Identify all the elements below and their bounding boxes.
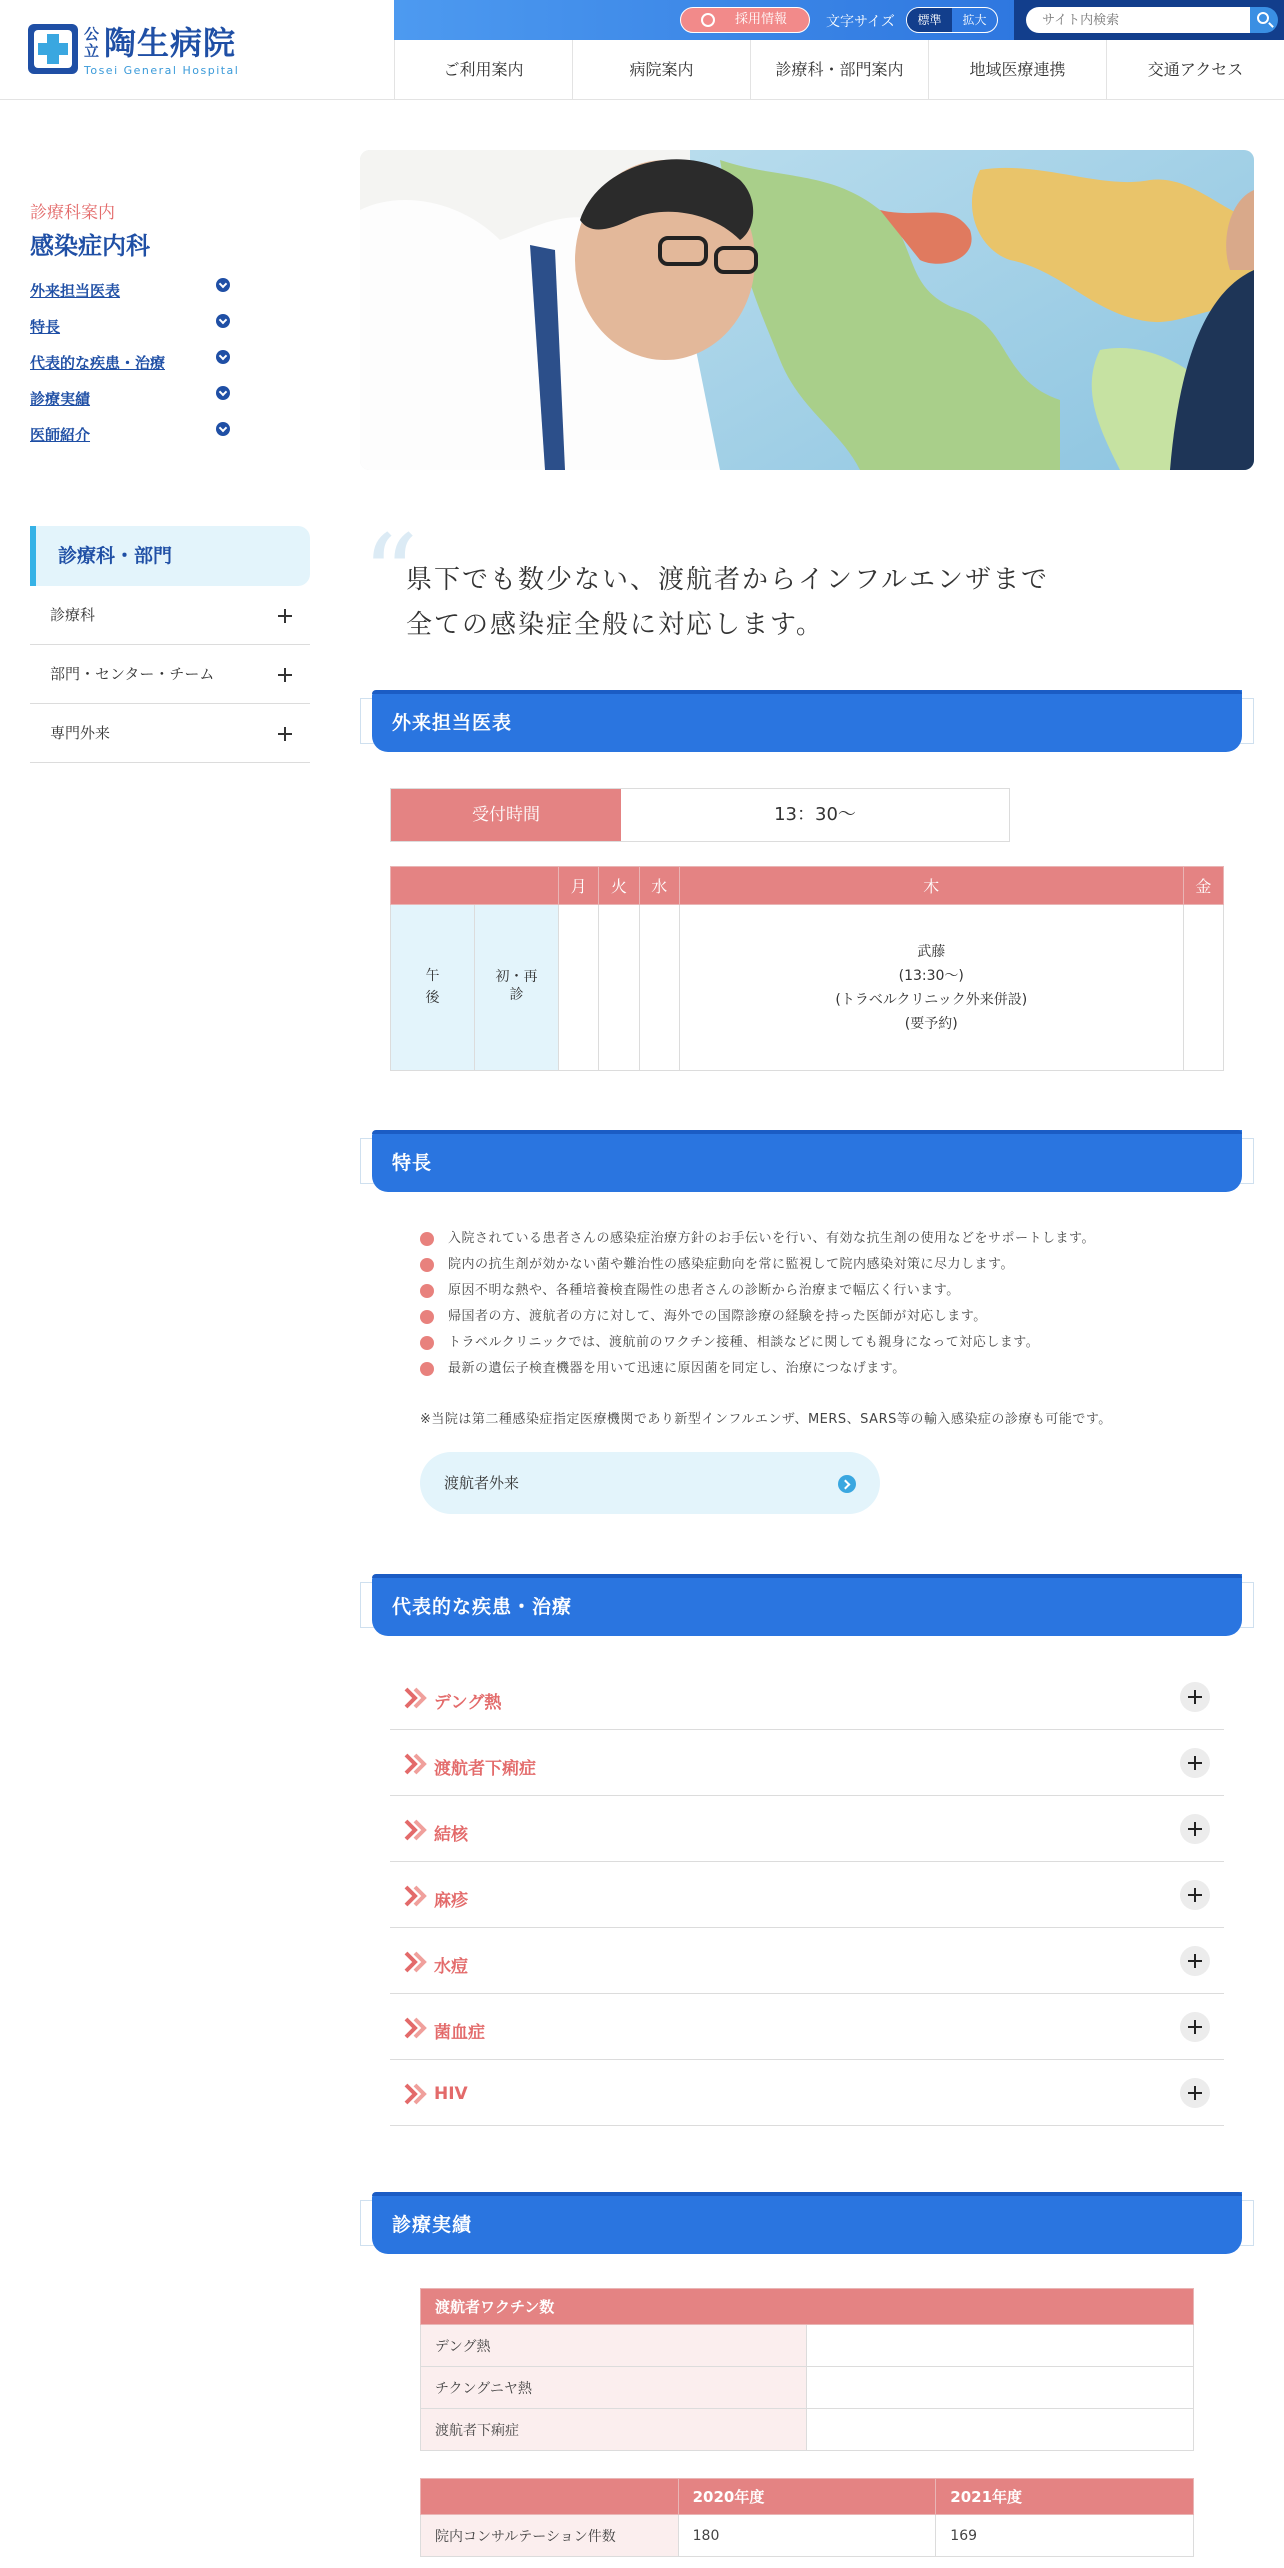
side-nav-label: 部門・センター・チーム xyxy=(50,665,215,683)
section-heading-schedule xyxy=(360,690,1254,740)
period-label: 午後 xyxy=(425,968,440,1006)
nav-departments[interactable]: 診療科・部門案内 xyxy=(750,40,928,100)
reception-hours xyxy=(390,788,1010,842)
hero-photo-illustration xyxy=(360,150,1254,470)
bullet-dot-icon xyxy=(420,1362,434,1376)
schedule-cell xyxy=(559,905,599,1071)
site-header xyxy=(0,0,1284,100)
lead-text xyxy=(406,558,1049,648)
chevron-down-icon xyxy=(216,314,230,328)
feature-note: ※当院は第二種感染症指定医療機関であり新型インフルエンザ、MERS、SARS等の輸入感染症の診療も可能です。 xyxy=(420,1412,1112,1427)
table-row xyxy=(421,2515,1194,2557)
row-value xyxy=(807,2367,1194,2409)
font-size-label: 文字サイズ xyxy=(826,14,895,30)
table-header-row xyxy=(421,2479,1194,2515)
plus-icon[interactable] xyxy=(1180,1946,1210,1976)
hero-image xyxy=(360,150,1254,470)
feature-item xyxy=(420,1304,1220,1330)
page-title: 感染症内科 xyxy=(30,232,150,260)
column-header: 2021年度 xyxy=(936,2479,1194,2515)
column-header xyxy=(421,2479,679,2515)
day-header: 金 xyxy=(1183,867,1223,905)
logo-name: 陶生病院 xyxy=(104,24,237,62)
bullet-dot-icon xyxy=(420,1258,434,1272)
search-input[interactable] xyxy=(1026,7,1250,33)
anchor-item[interactable] xyxy=(30,312,230,348)
double-chevron-icon xyxy=(404,2017,428,2039)
hospital-logo[interactable] xyxy=(28,22,268,78)
chevron-down-icon xyxy=(216,386,230,400)
disease-item[interactable] xyxy=(390,1928,1224,1994)
feature-text: 最新の遺伝子検査機器を用いて迅速に原因菌を同定し、治療につなげます。 xyxy=(448,1361,906,1376)
site-search xyxy=(1014,0,1284,40)
row-label: チクングニヤ熱 xyxy=(421,2367,807,2409)
double-chevron-icon xyxy=(404,2083,428,2105)
feature-item xyxy=(420,1252,1220,1278)
recruit-label: 採用情報 xyxy=(734,12,787,27)
feature-item xyxy=(420,1278,1220,1304)
disease-label: 菌血症 xyxy=(434,2023,485,2043)
anchor-label[interactable]: 特長 xyxy=(30,318,61,336)
period-cell xyxy=(391,905,475,1071)
plus-icon[interactable] xyxy=(278,668,292,682)
dept-kicker: 診療科案内 xyxy=(30,203,115,223)
schedule-cell xyxy=(639,905,679,1071)
disease-label: 水痘 xyxy=(434,1957,468,1977)
visit-type-cell xyxy=(475,905,559,1071)
plus-icon[interactable] xyxy=(1180,1682,1210,1712)
plus-icon[interactable] xyxy=(278,609,292,623)
vaccine-count-table xyxy=(420,2288,1194,2451)
vaccine-table-header: 渡航者ワクチン数 xyxy=(421,2289,1194,2325)
day-header: 水 xyxy=(639,867,679,905)
feature-text: 原因不明な熱や、各種培養検査陽性の患者さんの診断から治療まで幅広く行います。 xyxy=(448,1283,960,1298)
nav-access[interactable]: 交通アクセス xyxy=(1106,40,1284,100)
disease-item[interactable] xyxy=(390,1730,1224,1796)
plus-icon[interactable] xyxy=(1180,2012,1210,2042)
section-title: 外来担当医表 xyxy=(392,712,513,734)
nav-regional-cooperation[interactable]: 地域医療連携 xyxy=(928,40,1106,100)
disease-label: 渡航者下痢症 xyxy=(434,1759,536,1779)
search-icon xyxy=(1257,12,1269,24)
visit-type-label: 初・再診 xyxy=(495,969,538,1003)
anchor-label[interactable]: 医師紹介 xyxy=(30,426,91,444)
chevron-down-icon xyxy=(216,278,230,292)
feature-text: トラベルクリニックでは、渡航前のワクチン接種、相談などに関しても親身になって対応します。 xyxy=(448,1335,1040,1350)
double-chevron-icon xyxy=(404,1885,428,1907)
side-nav-item[interactable] xyxy=(30,704,310,763)
section-heading-diseases xyxy=(360,1574,1254,1624)
plus-icon[interactable] xyxy=(278,727,292,741)
recruit-button[interactable] xyxy=(680,7,810,33)
day-header: 月 xyxy=(559,867,599,905)
page-anchor-list xyxy=(30,276,230,456)
anchor-label[interactable]: 診療実績 xyxy=(30,390,91,408)
reception-hours-value: 13：30～ xyxy=(774,804,856,825)
day-header: 火 xyxy=(599,867,639,905)
feature-list xyxy=(420,1226,1220,1382)
anchor-item[interactable] xyxy=(30,420,230,456)
logo-cross-icon xyxy=(28,24,78,74)
disease-label: 結核 xyxy=(434,1825,468,1845)
row-value: 180 xyxy=(678,2515,936,2557)
day-header: 木 xyxy=(679,867,1183,905)
bullet-dot-icon xyxy=(420,1336,434,1350)
disease-item[interactable] xyxy=(390,1862,1224,1928)
disease-label: デング熱 xyxy=(434,1693,502,1713)
font-size-standard-button[interactable]: 標準 xyxy=(907,8,952,32)
feature-item xyxy=(420,1226,1220,1252)
font-size-toggle xyxy=(906,7,998,33)
section-title: 診療実績 xyxy=(392,2214,473,2236)
disease-label: HIV xyxy=(434,2084,468,2104)
disease-item[interactable] xyxy=(390,1796,1224,1862)
plus-icon[interactable] xyxy=(1180,1880,1210,1910)
schedule-row xyxy=(391,905,1224,1071)
reception-hours-label: 受付時間 xyxy=(391,789,621,841)
consultation-table xyxy=(420,2478,1194,2557)
feature-text: 入院されている患者さんの感染症治療方針のお手伝いを行い、有効な抗生剤の使用などをサポートします。 xyxy=(448,1231,1095,1246)
lead-line-1: 県下でも数少ない、渡航者からインフルエンザまで xyxy=(406,565,1049,595)
bullet-dot-icon xyxy=(420,1232,434,1246)
bullet-dot-icon xyxy=(420,1284,434,1298)
logo-small-text: 公立 xyxy=(84,25,100,60)
global-nav xyxy=(394,40,1284,100)
schedule-cell: 武藤 (13:30～) (トラベルクリニック外来併設) (要予約) xyxy=(679,905,1183,1071)
table-row xyxy=(421,2325,1194,2367)
chevron-down-icon xyxy=(216,350,230,364)
anchor-label[interactable]: 代表的な疾患・治療 xyxy=(30,354,166,372)
side-nav-item[interactable] xyxy=(30,645,310,704)
schedule-cell xyxy=(1183,905,1223,1071)
font-size-large-button[interactable]: 拡大 xyxy=(962,13,987,27)
double-chevron-icon xyxy=(404,1819,428,1841)
bullet-dot-icon xyxy=(420,1310,434,1324)
plus-icon[interactable] xyxy=(1180,1748,1210,1778)
double-chevron-icon xyxy=(404,1753,428,1775)
disease-accordion xyxy=(390,1664,1224,2126)
section-heading-bar xyxy=(372,1130,1242,1192)
anchor-item[interactable] xyxy=(30,384,230,420)
feature-text: 帰国者の方、渡航者の方に対して、海外での国際診療の経験を持った医師が対応します。 xyxy=(448,1309,987,1324)
row-value xyxy=(807,2325,1194,2367)
utility-bar xyxy=(394,0,1284,40)
plus-icon[interactable] xyxy=(1180,2078,1210,2108)
schedule-cell xyxy=(599,905,639,1071)
section-title: 代表的な疾患・治療 xyxy=(392,1596,573,1618)
anchor-item[interactable] xyxy=(30,348,230,384)
lead-line-2: 全ての感染症全般に対応します。 xyxy=(406,610,824,640)
row-label: デング熱 xyxy=(421,2325,807,2367)
section-title: 特長 xyxy=(392,1152,433,1174)
table-row xyxy=(421,2409,1194,2451)
table-header-row xyxy=(421,2289,1194,2325)
arrow-right-icon xyxy=(838,1475,856,1493)
anchor-item[interactable] xyxy=(30,276,230,312)
feature-item xyxy=(420,1356,1220,1382)
quote-mark-icon: “ xyxy=(362,511,419,639)
anchor-label[interactable]: 外来担当医表 xyxy=(30,282,121,300)
schedule-corner-cell xyxy=(391,867,559,905)
row-value: 169 xyxy=(936,2515,1194,2557)
search-button[interactable] xyxy=(1250,7,1278,33)
logo-english: Tosei General Hospital xyxy=(84,64,240,77)
recruit-icon xyxy=(701,13,715,27)
double-chevron-icon xyxy=(404,1951,428,1973)
section-heading-bar xyxy=(372,2192,1242,2254)
row-label: 院内コンサルテーション件数 xyxy=(421,2515,679,2557)
section-heading-features xyxy=(360,1130,1254,1180)
schedule-header-row xyxy=(391,867,1224,905)
disease-item[interactable] xyxy=(390,1664,1224,1730)
disease-item[interactable] xyxy=(390,2060,1224,2126)
nav-hospital-guide[interactable]: 病院案内 xyxy=(572,40,750,100)
plus-icon[interactable] xyxy=(1180,1814,1210,1844)
travel-clinic-button[interactable] xyxy=(420,1452,880,1514)
outpatient-schedule-table xyxy=(390,866,1224,1071)
row-value xyxy=(807,2409,1194,2451)
disease-label: 麻疹 xyxy=(434,1891,468,1911)
travel-clinic-label: 渡航者外来 xyxy=(444,1474,520,1492)
section-heading-results xyxy=(360,2192,1254,2242)
column-header: 2020年度 xyxy=(678,2479,936,2515)
row-label: 渡航者下痢症 xyxy=(421,2409,807,2451)
double-chevron-icon xyxy=(404,1687,428,1709)
chevron-down-icon xyxy=(216,422,230,436)
table-row xyxy=(421,2367,1194,2409)
feature-text: 院内の抗生剤が効かない菌や難治性の感染症動向を常に監視して院内感染対策に尽力します。 xyxy=(448,1257,1014,1272)
side-nav-label: 診療科 xyxy=(50,606,96,624)
side-nav-item[interactable] xyxy=(30,586,310,645)
side-nav-heading: 診療科・部門 xyxy=(30,526,310,586)
side-nav xyxy=(30,526,310,763)
side-nav-label: 専門外来 xyxy=(50,724,111,742)
feature-item xyxy=(420,1330,1220,1356)
disease-item[interactable] xyxy=(390,1994,1224,2060)
nav-usage-guide[interactable]: ご利用案内 xyxy=(394,40,572,100)
